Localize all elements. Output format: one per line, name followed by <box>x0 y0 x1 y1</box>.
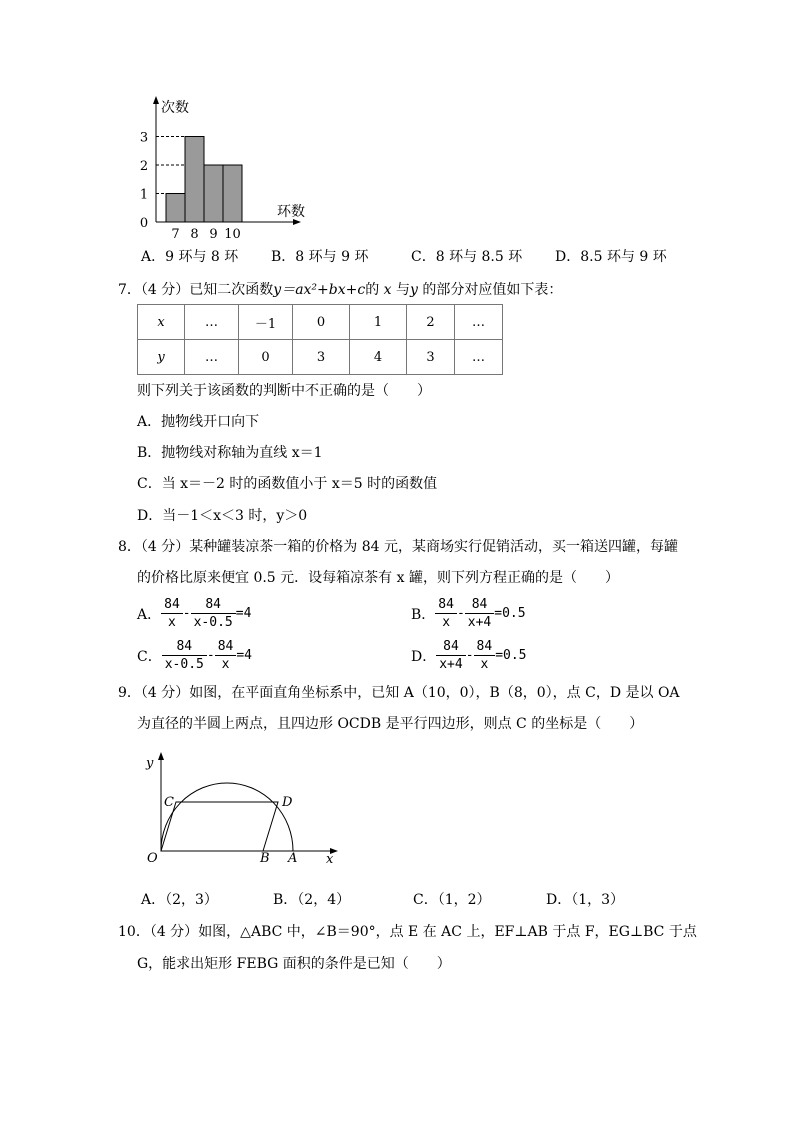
table-cell: 3 <box>407 340 455 375</box>
q6-bar-chart <box>125 92 325 240</box>
table-cell: 1 <box>350 305 407 340</box>
q10-stem-line2: G，能求出矩形 FEBG 面积的条件是已知（ ） <box>137 956 451 972</box>
table-row <box>138 340 503 375</box>
q6-option-b: B．8 环与 9 环 <box>271 249 369 265</box>
q8-option-c: C． $\frac{84}{x-0.5}$ - $\frac{84}{x}$ =4 <box>137 639 252 672</box>
x-tick-label: 10 <box>224 227 241 240</box>
q8-option-a: A． $\frac{84}{x}$ - $\frac{84}{x-0.5}$ =4 <box>137 597 252 630</box>
label-x: x <box>326 852 334 867</box>
q10-stem-line1: 10．（4 分）如图，△ABC 中，∠B＝90°，点 E 在 AC 上，EF⊥AB 于点 F，EG⊥BC 于点 <box>118 924 697 940</box>
q9-option-a: A．（2，3） <box>141 892 218 908</box>
q9-stem-line1: 9．（4 分）如图，在平面直角坐标系中，已知 A（10，0），B（8，0），点 C，D 是以 OA <box>118 685 680 701</box>
q8-stem-line2: 的价格比原来便宜 0.5 元．设每箱凉茶有 x 罐，则下列方程正确的是（ ） <box>137 570 619 586</box>
label-d: D <box>282 795 293 810</box>
table-cell: 0 <box>239 340 293 375</box>
q9-geometry-figure <box>140 750 350 870</box>
label-o: O <box>147 851 158 866</box>
bar-9 <box>204 165 223 222</box>
q7-option-b: B．抛物线对称轴为直线 x＝1 <box>137 445 323 461</box>
q7-question: 则下列关于该函数的判断中不正确的是（ ） <box>137 383 431 399</box>
bar-7 <box>166 194 185 223</box>
y-axis-title: 次数 <box>161 100 189 116</box>
label-a: A <box>288 851 298 866</box>
q8-option-b: B． $\frac{84}{x}$ - $\frac{84}{x+4}$ =0.5 <box>411 597 526 630</box>
q6-option-a: A．9 环与 8 环 <box>141 249 239 265</box>
x-tick-label: 8 <box>190 227 199 240</box>
table-cell: 4 <box>350 340 407 375</box>
q7-value-table <box>137 304 503 375</box>
table-cell: … <box>455 340 503 375</box>
table-cell: … <box>455 305 503 340</box>
table-row <box>138 305 503 340</box>
y-tick-label: 0 <box>139 216 149 231</box>
q9-stem-line2: 为直径的半圆上两点，且四边形 OCDB 是平行四边形，则点 C 的坐标是（ ） <box>137 716 644 732</box>
y-tick-label: 3 <box>139 130 149 146</box>
q8-stem-line1: 8．（4 分）某种罐装凉茶一箱的价格为 84 元，某商场实行促销活动，买一箱送四罐，每罐 <box>118 539 678 555</box>
table-cell: y <box>138 340 185 375</box>
table-cell: … <box>185 340 239 375</box>
table-cell: 3 <box>293 340 350 375</box>
x-axis-title: 环数 <box>277 204 305 220</box>
bar-10 <box>223 165 242 222</box>
y-axis-arrow <box>153 96 159 104</box>
q9-option-b: B．（2，4） <box>273 892 351 908</box>
q8-option-d: D． $\frac{84}{x+4}$ - $\frac{84}{x}$ =0.5 <box>411 639 527 672</box>
x-tick-label: 9 <box>209 227 218 240</box>
y-tick-label: 1 <box>139 187 149 203</box>
table-cell: x <box>138 305 185 340</box>
label-c: C <box>164 795 174 810</box>
bar-8 <box>185 137 204 223</box>
y-axis-arrow <box>158 752 164 760</box>
label-y: y <box>146 756 154 771</box>
q7-option-a: A．抛物线开口向下 <box>137 414 260 430</box>
label-b: B <box>260 851 270 866</box>
table-cell: －1 <box>239 305 293 340</box>
x-tick-label: 7 <box>171 227 180 240</box>
q9-option-c: C．（1，2） <box>413 892 491 908</box>
parallelogram-ocdb <box>161 802 278 851</box>
table-cell: 0 <box>293 305 350 340</box>
q6-option-d: D．8.5 环与 9 环 <box>555 249 667 265</box>
q7-option-c: C．当 x＝－2 时的函数值小于 x＝5 时的函数值 <box>137 476 438 492</box>
y-tick-label: 2 <box>139 159 149 174</box>
table-cell: 2 <box>407 305 455 340</box>
q6-option-c: C．8 环与 8.5 环 <box>411 249 523 265</box>
q7-option-d: D．当－1＜x＜3 时，y＞0 <box>137 508 308 524</box>
q9-option-d: D．（1，3） <box>546 892 625 908</box>
table-cell: … <box>185 305 239 340</box>
q7-stem: 7．（4 分）已知二次函数y＝ax²+bx+c的 x 与y 的部分对应值如下表： <box>118 282 563 298</box>
